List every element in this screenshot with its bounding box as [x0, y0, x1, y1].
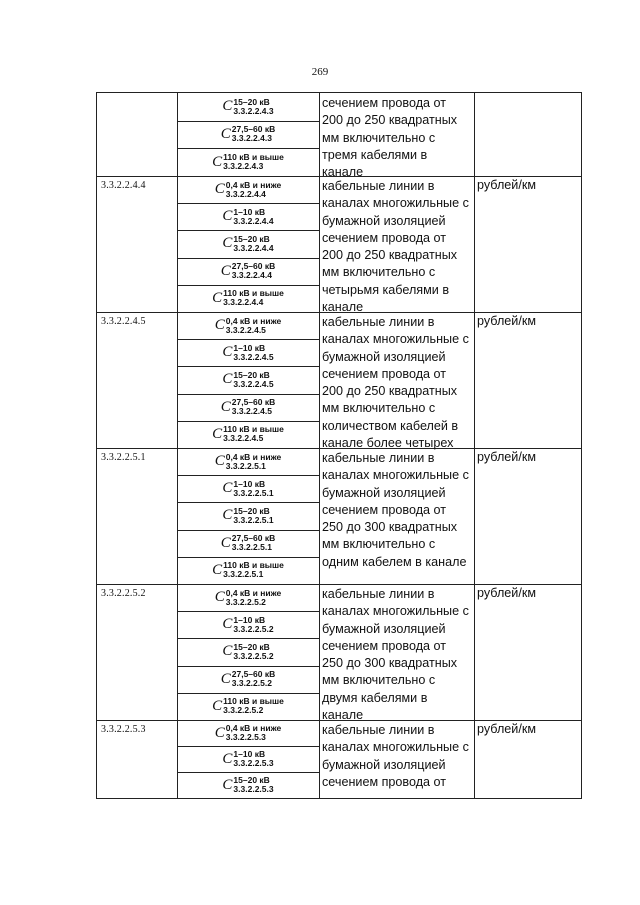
voltage-superscript: 1–10 кВ [233, 478, 266, 489]
rate-symbol-cell [177, 176, 319, 204]
item-description: кабельные линии в каналах многожильные с бумажной изоляцией сечением провода от 250 до 300 квадратных мм включительно с одним кабелем в канале [322, 451, 469, 569]
unit-of-measure: рублей/км [477, 178, 537, 192]
unit-of-measure: рублей/км [477, 722, 537, 736]
rate-symbol [222, 507, 273, 525]
rate-symbol [222, 776, 273, 794]
symbol-letter: C [220, 534, 231, 551]
rate-symbol-cell [177, 394, 319, 422]
item-code: 3.3.2.2.5.1 [101, 452, 146, 463]
item-description: кабельные линии в каналах многожильные с бумажной изоляцией сечением провода от 200 до 250 квадратных мм включительно с четырьмя кабелями в канале [322, 179, 469, 315]
item-code: 3.3.2.2.4.5 [101, 316, 146, 327]
code-subscript: 3.3.2.2.5.1 [233, 514, 274, 525]
code-subscript: 3.3.2.2.4.3 [233, 105, 274, 116]
symbol-letter: C [220, 398, 231, 415]
code-subscript: 3.3.2.2.5.1 [225, 460, 266, 471]
rate-symbol [221, 398, 276, 416]
voltage-superscript: 0,4 кВ и ниже [225, 179, 282, 190]
symbol-letter: C [214, 589, 225, 606]
rate-symbol-cell [177, 448, 319, 476]
code-subscript: 3.3.2.2.5.3 [233, 758, 274, 768]
code-subscript: 3.3.2.2.5.3 [233, 784, 274, 794]
voltage-superscript: 0,4 кВ и ниже [225, 315, 282, 326]
code-subscript: 3.3.2.2.4.4 [233, 242, 274, 253]
symbol-letter: C [214, 181, 225, 198]
symbol-letter: C [222, 480, 233, 497]
symbol-letter: C [212, 289, 223, 306]
rate-symbol-cell [177, 772, 319, 798]
rate-symbol-cell [177, 720, 319, 747]
voltage-superscript: 0,4 кВ и ниже [225, 587, 282, 598]
voltage-superscript: 15–20 кВ [233, 96, 270, 107]
symbol-letter: C [220, 670, 231, 687]
rate-symbol [215, 589, 282, 607]
code-subscript: 3.3.2.2.4.4 [233, 215, 274, 226]
symbol-letter: C [222, 235, 233, 252]
rate-symbol-cell [177, 366, 319, 394]
voltage-superscript: 27,5–60 кВ [231, 533, 276, 544]
symbol-letter: C [220, 125, 231, 142]
code-subscript: 3.3.2.2.5.2 [231, 678, 272, 689]
rate-symbol [222, 750, 273, 768]
rate-symbol-cell [177, 339, 319, 367]
voltage-superscript: 0,4 кВ и ниже [225, 451, 282, 462]
voltage-superscript: 110 кВ и выше [223, 152, 284, 163]
rate-symbol [221, 125, 276, 143]
code-subscript: 3.3.2.2.5.1 [223, 569, 264, 580]
voltage-superscript: 15–20 кВ [233, 505, 270, 516]
code-subscript: 3.3.2.2.4.3 [223, 161, 264, 172]
rate-symbol [215, 453, 282, 471]
rate-symbol [212, 425, 284, 443]
rate-symbol [222, 208, 273, 226]
rate-symbol-cell [177, 638, 319, 666]
symbol-letter: C [222, 98, 233, 115]
symbol-letter: C [214, 453, 225, 470]
voltage-superscript: 15–20 кВ [233, 775, 270, 785]
rate-symbol-cell [177, 611, 319, 639]
symbol-letter: C [222, 371, 233, 388]
table-row [97, 584, 581, 721]
rate-symbol-cell [177, 475, 319, 503]
rate-symbol-cell [177, 121, 319, 150]
code-subscript: 3.3.2.2.5.1 [233, 487, 274, 498]
voltage-superscript: 110 кВ и выше [223, 288, 284, 299]
code-subscript: 3.3.2.2.4.5 [233, 378, 274, 389]
code-subscript: 3.3.2.2.4.5 [231, 406, 272, 417]
code-subscript: 3.3.2.2.5.3 [225, 732, 266, 742]
code-subscript: 3.3.2.2.4.4 [225, 188, 266, 199]
symbol-letter: C [214, 724, 225, 741]
symbol-letter: C [222, 750, 233, 767]
rate-symbol-cell [177, 502, 319, 530]
voltage-superscript: 1–10 кВ [233, 206, 266, 217]
symbol-letter: C [222, 507, 233, 524]
symbol-letter: C [222, 344, 233, 361]
code-subscript: 3.3.2.2.4.5 [223, 433, 264, 444]
symbol-letter: C [222, 616, 233, 633]
rate-symbol [221, 670, 276, 688]
item-description: кабельные линии в каналах многожильные с бумажной изоляцией сечением провода от 250 до 300 квадратных мм включительно с двумя кабелями в канале [322, 587, 469, 723]
item-code: 3.3.2.2.5.3 [101, 724, 146, 735]
voltage-superscript: 15–20 кВ [233, 233, 270, 244]
symbol-letter: C [222, 643, 233, 660]
table-row [97, 93, 581, 180]
voltage-superscript: 1–10 кВ [233, 749, 266, 759]
symbol-letter: C [212, 561, 223, 578]
rate-symbol-cell [177, 693, 319, 720]
unit-of-measure: рублей/км [477, 314, 537, 328]
code-subscript: 3.3.2.2.5.2 [233, 650, 274, 661]
voltage-superscript: 110 кВ и выше [223, 696, 284, 707]
rate-symbol-cell [177, 312, 319, 340]
symbol-letter: C [222, 208, 233, 225]
table-row [97, 720, 581, 798]
item-description: сечением провода от 200 до 250 квадратных мм включительно с тремя кабелями в канале [322, 96, 458, 180]
rate-symbol [215, 181, 282, 199]
voltage-superscript: 27,5–60 кВ [231, 397, 276, 408]
rate-symbol-cell [177, 746, 319, 773]
rate-symbol-cell [177, 530, 319, 558]
rate-symbol [222, 480, 273, 498]
rate-symbol [212, 153, 284, 171]
voltage-superscript: 1–10 кВ [233, 342, 266, 353]
rate-symbol-cell [177, 285, 319, 312]
table-row [97, 176, 581, 313]
voltage-superscript: 0,4 кВ и ниже [225, 723, 282, 733]
symbol-letter: C [212, 697, 223, 714]
symbol-letter: C [222, 776, 233, 793]
symbol-letter: C [214, 317, 225, 334]
rate-symbol [222, 344, 273, 362]
rate-symbol-cell [177, 584, 319, 612]
unit-of-measure: рублей/км [477, 586, 537, 600]
symbol-letter: C [220, 262, 231, 279]
voltage-superscript: 27,5–60 кВ [231, 669, 276, 680]
rate-symbol-cell [177, 421, 319, 448]
voltage-superscript: 27,5–60 кВ [231, 261, 276, 272]
code-subscript: 3.3.2.2.5.1 [231, 542, 272, 553]
rate-symbol [222, 98, 273, 116]
rate-symbol [221, 262, 276, 280]
item-description: кабельные линии в каналах многожильные с бумажной изоляцией сечением провода от [322, 723, 469, 789]
rate-symbol [221, 534, 276, 552]
rate-symbol [215, 724, 282, 742]
code-subscript: 3.3.2.2.5.2 [233, 623, 274, 634]
rate-symbol-cell [177, 258, 319, 286]
voltage-superscript: 15–20 кВ [233, 641, 270, 652]
code-subscript: 3.3.2.2.4.5 [233, 351, 274, 362]
voltage-superscript: 15–20 кВ [233, 369, 270, 380]
voltage-superscript: 27,5–60 кВ [231, 124, 276, 135]
tariff-table [96, 92, 582, 799]
rate-symbol-cell [177, 230, 319, 258]
rate-symbol [212, 561, 284, 579]
table-row [97, 448, 581, 585]
symbol-letter: C [212, 153, 223, 170]
code-subscript: 3.3.2.2.4.4 [231, 270, 272, 281]
rate-symbol [215, 317, 282, 335]
symbol-letter: C [212, 425, 223, 442]
code-subscript: 3.3.2.2.4.4 [223, 297, 264, 308]
rate-symbol-cell [177, 148, 319, 176]
voltage-superscript: 110 кВ и выше [223, 560, 284, 571]
rate-symbol [212, 289, 284, 307]
rate-symbol-cell [177, 93, 319, 122]
item-code: 3.3.2.2.4.4 [101, 180, 146, 191]
item-description: кабельные линии в каналах многожильные с бумажной изоляцией сечением провода от 200 до 250 квадратных мм включительно с количеством кабелей в канале более четырех [322, 315, 469, 451]
voltage-superscript: 1–10 кВ [233, 614, 266, 625]
rate-symbol [222, 643, 273, 661]
code-subscript: 3.3.2.2.5.2 [223, 705, 264, 716]
code-subscript: 3.3.2.2.4.5 [225, 324, 266, 335]
rate-symbol-cell [177, 557, 319, 584]
rate-symbol-cell [177, 666, 319, 694]
rate-symbol [222, 235, 273, 253]
unit-of-measure: рублей/км [477, 450, 537, 464]
rate-symbol-cell [177, 203, 319, 231]
rate-symbol [212, 697, 284, 715]
item-code: 3.3.2.2.5.2 [101, 588, 146, 599]
page-number: 269 [311, 66, 329, 78]
rate-symbol [222, 616, 273, 634]
rate-symbol [222, 371, 273, 389]
voltage-superscript: 110 кВ и выше [223, 424, 284, 435]
code-subscript: 3.3.2.2.4.3 [231, 133, 272, 144]
table-row [97, 312, 581, 449]
code-subscript: 3.3.2.2.5.2 [225, 596, 266, 607]
